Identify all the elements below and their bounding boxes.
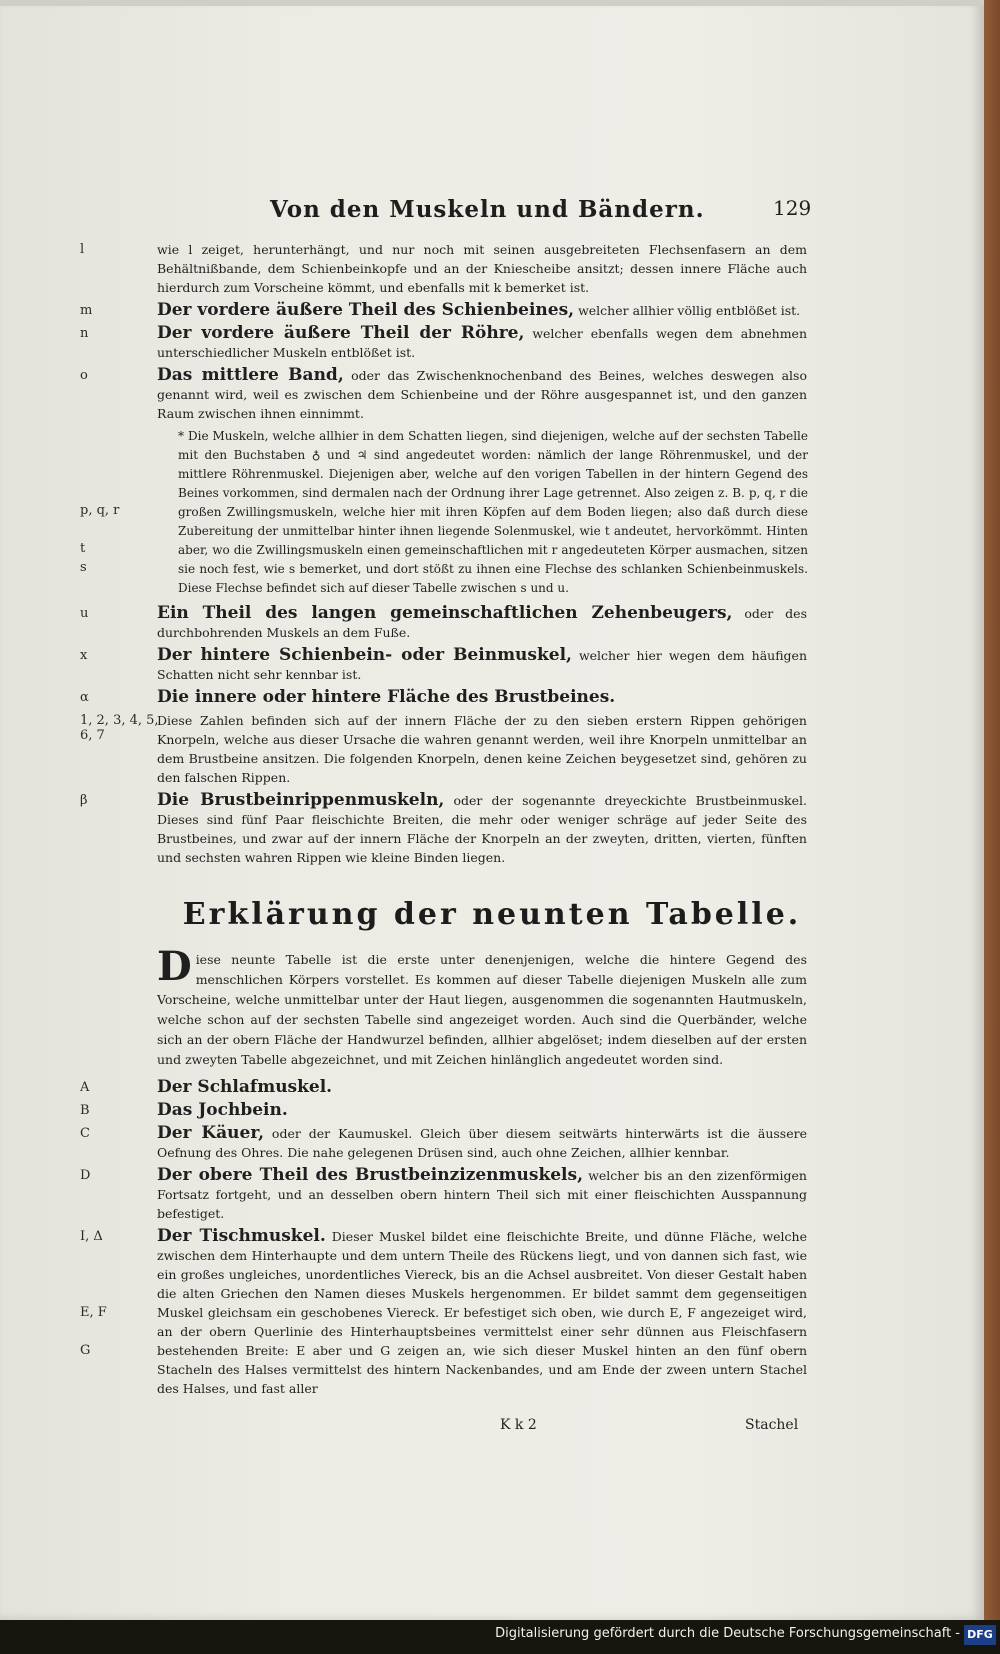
- entry: [0, 791, 984, 867]
- entry-text: [157, 1227, 807, 1398]
- entry: [0, 301, 984, 320]
- entry: [0, 646, 984, 684]
- entry-body: oder des durchbohrenden Muskels an dem Fuße.: [157, 606, 807, 640]
- footnote-text: * Die Muskeln, welche allhier in dem Schatten liegen, sind diejenigen, welche auf der sechsten Tabelle mit den Buchstaben ♁ und ♃ sind angedeutet worden: nämlich der lange Röhrenmuskel, und der mittlere Röhrenmuskel. Diejenigen aber, welche auf den vorigen Tabellen in der hintern Gegend des Beines vorkommen, sind dermalen nach der Ordnung ihrer Lage getrennet. Also zeigen z. B. p, q, r die großen Zwillingsmuskeln, welche hier mit ihren Köpfen auf dem Boden liegen; also daß durch diese Zubereitung der unmittelbar hinter ihnen liegende Solenmuskel, wie t andeutet, hervorkömmt. Hinten aber, wo die Zwillingsmuskeln einen gemeinschaftlichen mit r angedeuteten Körper ausmachen, sitzen sie noch fest, wie s bemerket, und dort stößt zu ihnen eine Flechse des schlanken Schienbeinmuskels. Diese Flechse befindet sich auf dieser Tabelle zwischen s und u.: [178, 429, 808, 595]
- entry-text: [157, 324, 807, 362]
- page-header: [0, 196, 984, 226]
- entry-text: [157, 1078, 807, 1097]
- note-margin-t: t: [80, 541, 86, 556]
- entry-text: [157, 604, 807, 642]
- entries-mid: [0, 604, 984, 867]
- entry-body: Dieser Muskel bildet eine fleischichte Breite, und dünne Fläche, welche zwischen dem Hinterhaupte und dem untern Theile des Rückens liegt, und von dannen sich fast, wie ein großes ungleiches, unordentliches Viereck, bis an die Achsel ausbreitet. Von dieser Gestalt haben die alten Griechen den Namen dieses Muskels hergenommen. Er bildet sammt dem gegenseitigen Muskel gleichsam ein geschobenes Viereck. Er befestiget sich oben, wie durch E, F angezeiget wird, an der obern Querlinie des Hinterhauptsbeines vermittelst einer sehr dünnen aus Fleischfasern bestehenden Breite: E aber und G zeigen an, wie sich dieser Muskel hinten an den fünf obern Stacheln des Halses vermittelst des hintern Nackenbandes, und am Ende der zween untern Stachel des Halses, und fast aller: [157, 1229, 807, 1396]
- entry-text: [157, 1166, 807, 1223]
- running-title: Von den Muskeln und Bändern.: [270, 196, 705, 223]
- margin-key: l: [80, 242, 85, 257]
- margin-key: x: [80, 648, 88, 663]
- entry-text: [157, 240, 807, 297]
- entry-body: wie l zeiget, herunterhängt, und nur noch mit seinen ausgebreiteten Flechsenfasern an dem Behältnißbande, dem Schienbeinkopfe und an der Kniescheibe ansitzt; dessen innere Fläche auch hierdurch zum Vorscheine kömmt, und ebenfalls mit k bemerket ist.: [157, 242, 807, 295]
- entry-heading: Der Schlafmuskel.: [157, 1077, 333, 1097]
- entry-text: [157, 646, 807, 684]
- entry-heading: Das mittlere Band,: [157, 365, 344, 385]
- margin-key: α: [80, 690, 89, 705]
- entry-body: Diese Zahlen befinden sich auf der innern Fläche der zu den sieben erstern Rippen gehörigen Knorpeln, welche aus dieser Ursache die wahren genannt werden, weil ihre Knorpeln unmittelbar an dem Brustbeine ansitzen. Die folgenden Knorpeln, denen keine Zeichen beygesetzet sind, gehören zu den falschen Rippen.: [157, 713, 807, 785]
- entry: [0, 240, 984, 297]
- dfg-logo: DFG: [964, 1625, 996, 1645]
- entry-text: [157, 1124, 807, 1162]
- entry-text: [157, 688, 807, 707]
- entry-heading: Der hintere Schienbein- oder Beinmuskel,: [157, 645, 572, 665]
- margin-key: n: [80, 326, 89, 341]
- entries-top: [0, 240, 984, 423]
- entry-body: welcher bis an den zizenförmigen Fortsatz fortgeht, und an desselben obern hintern Theil sich mit einer fleischichten Ausspannung befestiget.: [157, 1168, 807, 1221]
- section-title: Erklärung der neunten Tabelle.: [182, 897, 802, 932]
- entry: [0, 1124, 984, 1162]
- footnote-block: [0, 427, 984, 598]
- margin-key: A: [80, 1080, 90, 1095]
- entry: [0, 688, 984, 707]
- entry: [0, 1078, 984, 1097]
- margin-key: o: [80, 368, 88, 383]
- margin-key-extra: G: [80, 1343, 91, 1358]
- entry-heading: Das Jochbein.: [157, 1100, 288, 1120]
- entry: [0, 604, 984, 642]
- entry-body: oder der Kaumuskel. Gleich über diesem seitwärts hinterwärts ist die äussere Oefnung des Ohres. Die nahe gelegenen Drüsen sind, auch ohne Zeichen, allhier kennbar.: [157, 1126, 807, 1160]
- entry-heading: Die innere oder hintere Fläche des Brustbeines.: [157, 687, 616, 707]
- entry-text: [157, 366, 807, 423]
- entry-heading: Der obere Theil des Brustbeinzizenmuskels,: [157, 1165, 583, 1185]
- entry: [0, 324, 984, 362]
- entry-body: welcher hier wegen dem häufigen Schatten nicht sehr kennbar ist.: [157, 648, 807, 682]
- entry-body: oder der sogenannte dreyeckichte Brustbeinmuskel. Dieses sind fünf Paar fleischichte Breiten, die mehr oder weniger schräge auf jeder Seite des Brustbeines, und zwar auf der innern Fläche der Knorpeln an der zweyten, dritten, vierten, fünften und sechsten wahren Rippen wie kleine Binden liegen.: [157, 793, 807, 865]
- page-body: [0, 240, 984, 1402]
- entry-body: oder das Zwischenknochenband des Beines, welches deswegen also genannt wird, weil es zwischen dem Schienbeine und der Röhre ausgespannet ist, und den ganzen Raum zwischen ihnen einnimmt.: [157, 368, 807, 421]
- entry: [0, 366, 984, 423]
- page-number: 129: [773, 196, 812, 220]
- entry: [0, 1227, 984, 1398]
- margin-key-extra: E, F: [80, 1305, 107, 1320]
- entry-text: [157, 1101, 807, 1120]
- entry: [0, 1101, 984, 1120]
- margin-key: B: [80, 1103, 90, 1118]
- entry-heading: Der vordere äußere Theil der Röhre,: [157, 323, 525, 343]
- margin-key: C: [80, 1126, 90, 1141]
- entry-text: [157, 301, 807, 320]
- page-catch-line: [0, 1417, 984, 1437]
- margin-key: m: [80, 303, 93, 318]
- entry-text: [157, 791, 807, 867]
- entry-heading: Die Brustbeinrippenmuskeln,: [157, 790, 445, 810]
- entry-heading: Der vordere äußere Theil des Schienbeines,: [157, 300, 575, 320]
- entry-body: welcher allhier völlig entblößet ist.: [574, 303, 801, 318]
- entry-body: welcher ebenfalls wegen dem abnehmen unterschiedlicher Muskeln entblößet ist.: [157, 326, 807, 360]
- entry-heading: Ein Theil des langen gemeinschaftlichen Zehenbeugers,: [157, 603, 733, 623]
- note-margin-s: s: [80, 560, 87, 575]
- margin-key: u: [80, 606, 89, 621]
- note-margin-pqr: p, q, r: [80, 503, 120, 518]
- entries-bottom: [0, 1078, 984, 1398]
- entry-heading: Der Tischmuskel.: [157, 1226, 326, 1246]
- digitization-footer: [0, 1620, 1000, 1654]
- entry-text: [157, 711, 807, 787]
- margin-key: 1, 2, 3, 4, 5, 6, 7: [80, 713, 159, 743]
- margin-key: D: [80, 1168, 91, 1183]
- intro-text: iese neunte Tabelle ist die erste unter denenjenigen, welche die hintere Gegend des menschlichen Körpers vorstellet. Es kommen auf dieser Tabelle diejenigen Muskeln alle zum Vorscheine, welche unmittelbar unter der Haut liegen, ausgenommen die sogenannten Hautmuskeln, welche schon auf der sechsten Tabelle sind angezeiget worden. Auch sind die Querbänder, welche sich an der obern Fläche der Handwurzel befinden, allhier abgelöset; indem dieselben auf der ersten und zweyten Tabelle abgezeichnet, und mit Zeichen hinlänglich angedeutet worden sind.: [157, 952, 807, 1067]
- margin-key: β: [80, 793, 88, 808]
- funding-credit: Digitalisierung gefördert durch die Deutsche Forschungsgemeinschaft -: [495, 1626, 960, 1641]
- entry-heading: Der Käuer,: [157, 1123, 264, 1143]
- signature-mark: K k 2: [500, 1417, 537, 1433]
- entry: [0, 1166, 984, 1223]
- entry: [0, 711, 984, 787]
- margin-key: I, Δ: [80, 1229, 103, 1244]
- catchword: Stachel: [745, 1417, 799, 1433]
- section-intro: [157, 943, 807, 1070]
- drop-cap: D: [157, 943, 192, 990]
